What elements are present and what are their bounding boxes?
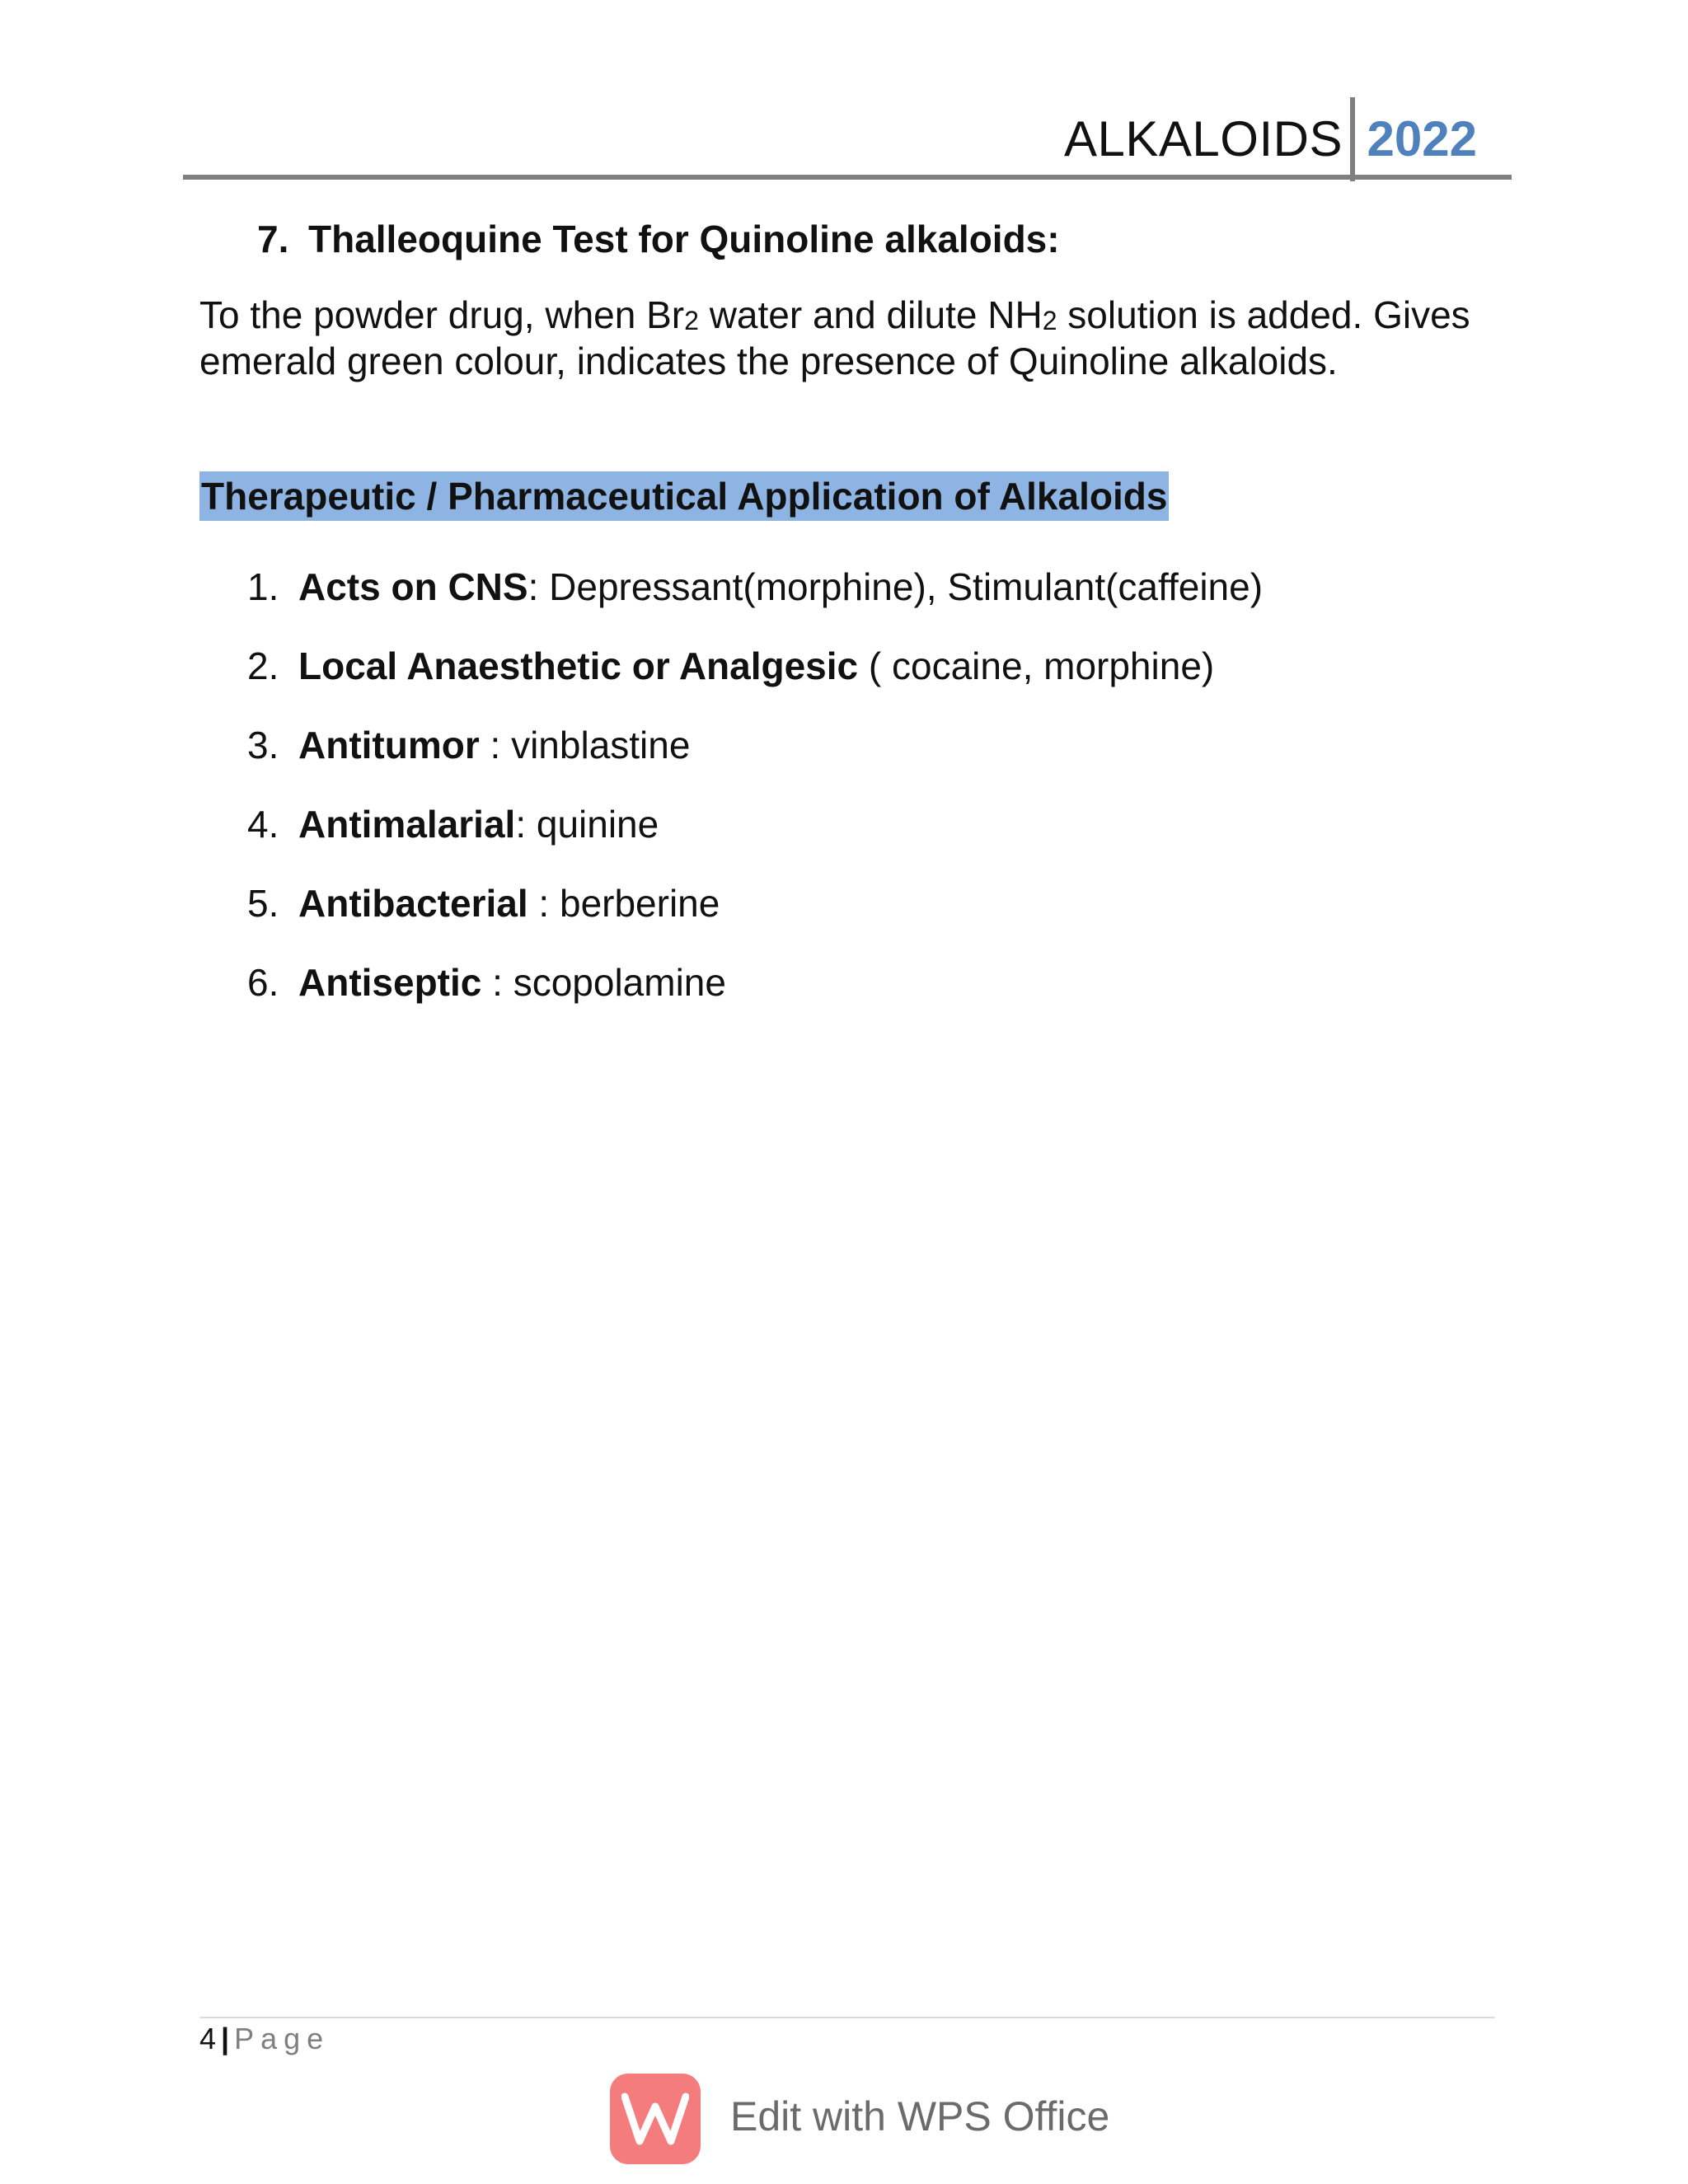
page-footer xyxy=(199,2018,330,2060)
list-item xyxy=(247,956,1263,1035)
list-item-number: 5. xyxy=(247,882,279,925)
page-header xyxy=(183,89,1512,181)
header-rule xyxy=(183,175,1512,180)
list-item-detail: : vinblastine xyxy=(479,724,691,766)
list-item-detail: : quinine xyxy=(515,803,659,846)
list-item xyxy=(247,877,1263,956)
list-item-detail: : berberine xyxy=(528,882,720,925)
list-item-number: 2. xyxy=(247,644,279,687)
list-item-detail: : Depressant(morphine), Stimulant(caffeine) xyxy=(528,565,1264,608)
list-item-term: Antitumor xyxy=(298,724,480,766)
list-item-number: 4. xyxy=(247,803,279,846)
list-item-number: 3. xyxy=(247,724,279,766)
header-separator xyxy=(1350,97,1355,181)
list-item-term: Antiseptic xyxy=(298,961,482,1004)
list-item-number: 1. xyxy=(247,565,279,608)
section-heading-text: Thalleoquine Test for Quinoline alkaloids: xyxy=(308,218,1060,260)
list-item xyxy=(247,798,1263,877)
section-heading xyxy=(257,213,1060,265)
list-item-number: 6. xyxy=(247,961,279,1004)
applications-heading: Therapeutic / Pharmaceutical Application of Alkaloids xyxy=(199,471,1169,521)
list-item-term: Local Anaesthetic or Analgesic xyxy=(298,644,859,687)
paragraph-text-1: To the powder drug, when Br xyxy=(199,293,685,336)
header-year: 2022 xyxy=(1367,111,1477,166)
footer-separator: | xyxy=(221,2022,230,2055)
footer-rule xyxy=(199,2017,1495,2018)
list-item-term: Antibacterial xyxy=(298,882,528,925)
list-item-term: Acts on CNS xyxy=(298,565,528,608)
page-number: 4 xyxy=(199,2022,217,2055)
wps-w-glyph xyxy=(621,2092,689,2146)
section-number: 7. xyxy=(257,218,289,260)
wps-edit-link[interactable]: Edit with WPS Office xyxy=(730,2093,1110,2139)
list-item-detail: : scopolamine xyxy=(481,961,726,1004)
paragraph-subscript-2: 2 xyxy=(1042,306,1057,335)
wps-logo-icon[interactable] xyxy=(610,2074,701,2164)
test-description-paragraph xyxy=(199,292,1502,384)
applications-list xyxy=(247,560,1263,1035)
page-label: Page xyxy=(234,2022,331,2055)
paragraph-subscript-1: 2 xyxy=(684,306,699,335)
paragraph-text-3: solution is added. Gives emerald green colour, indicates the presence of Quinoline alkaloids. xyxy=(199,293,1470,382)
list-item-detail: ( cocaine, morphine) xyxy=(858,644,1215,687)
paragraph-text-2: water and dilute NH xyxy=(698,293,1043,336)
list-item xyxy=(247,640,1263,719)
list-item-term: Antimalarial xyxy=(298,803,516,846)
list-item xyxy=(247,560,1263,640)
list-item xyxy=(247,719,1263,798)
header-title: ALKALOIDS xyxy=(1064,111,1343,166)
